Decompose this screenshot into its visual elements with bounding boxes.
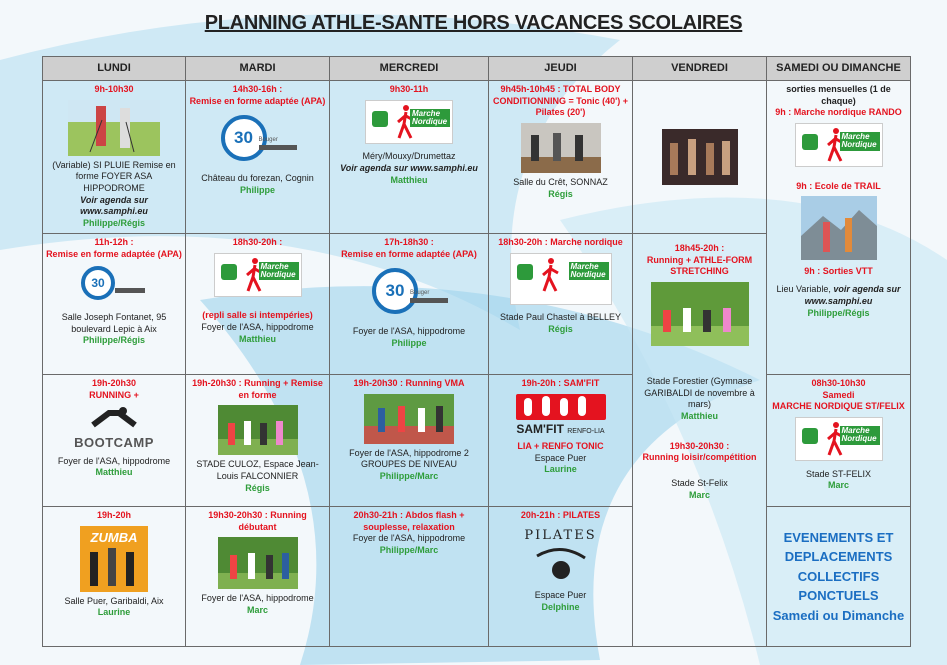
coach-name: Matthieu: [681, 410, 718, 421]
running-group-photo: [218, 405, 298, 455]
cell-wednesday-1: [330, 81, 489, 234]
slot-place: Foyer de l'ASA, hippodrome: [352, 325, 466, 336]
samfit-logo: SAM'FIT RENFO-LIA: [516, 394, 606, 438]
slot-activity: Remise en forme adaptée (APA): [46, 248, 182, 259]
slot-place: Foyer de l'ASA, hippodrome: [201, 321, 314, 332]
slot-place: Salle du Crêt, SONNAZ: [513, 177, 608, 188]
bootcamp-logo: BOOTCAMP: [69, 405, 159, 452]
slot-place: Salle Joseph Fontanet, 95 boulevard Lepic à Aix: [61, 311, 167, 334]
marche-nordique-logo: Marche Nordique: [795, 123, 883, 167]
coach-name: Philippe/Régis: [807, 307, 870, 318]
slot-place: Foyer de l'ASA, hippodrome 2 GROUPES DE NIVEAU: [349, 447, 469, 470]
slot-place: Château du forezan, Cognin: [201, 173, 314, 184]
slot-place: Stade Forestier (Gymnase GARIBALDI de novembre à mars): [644, 375, 755, 410]
slot-time: 19h-20h30 : Running VMA: [353, 377, 465, 388]
cell-wednesday-4: [330, 506, 489, 646]
cell-thursday-1: [489, 81, 633, 234]
header-wednesday: MERCREDI: [330, 57, 489, 81]
cell-wednesday-2: [330, 233, 489, 374]
zumba-logo: ZUMBA: [80, 526, 148, 592]
slot-note: (Variable) SI PLUIE Remise en forme FOYER ASA HIPPODROME: [52, 159, 176, 194]
cell-thursday-4: [489, 506, 633, 646]
coach-name: Laurine: [97, 607, 131, 618]
coach-name: Philippe/Marc: [379, 470, 439, 481]
header-thursday: JEUDI: [489, 57, 633, 81]
cell-friday-1: [633, 81, 767, 234]
slot-time: 19h30-20h30 :: [669, 440, 730, 451]
cell-tuesday-2: [186, 233, 330, 374]
planning-table: [42, 56, 911, 647]
weekend-intro: sorties mensuelles (1 de chaque): [786, 84, 891, 106]
header-friday: VENDREDI: [633, 57, 767, 81]
slot-place: Foyer de l'ASA, hippodrome: [352, 533, 466, 544]
slot-time: 20h-21h : PILATES: [520, 509, 601, 520]
coach-name: Matthieu: [239, 333, 276, 344]
slot-place: Foyer de l'ASA, hippodrome: [201, 593, 314, 604]
cell-tuesday-3: [186, 374, 330, 506]
dance-class-photo: [662, 129, 738, 185]
slot-place: Foyer de l'ASA, hippodrome: [57, 455, 171, 466]
slot-place: Stade ST-FELIX: [805, 468, 872, 479]
cell-weekend-1: [767, 81, 911, 375]
cell-tuesday-1: [186, 81, 330, 234]
slot-time: 20h30-21h : Abdos flash + souplesse, relaxation: [353, 509, 465, 532]
slot-time: 9h30-11h: [389, 84, 429, 94]
slot-row-4: [43, 506, 911, 646]
marche-nordique-logo: Marche Nordique: [510, 253, 612, 305]
slot-time: 18h30-20h :: [232, 236, 283, 247]
running-group-photo: [218, 537, 298, 589]
cell-monday-3: [43, 374, 186, 506]
slot-time: 19h-20h: [96, 509, 131, 520]
slot-activity: Running loisir/compétition: [642, 452, 757, 463]
coach-name: Marc: [827, 480, 849, 491]
marche-nordique-logo: Marche Nordique: [365, 100, 453, 144]
slot-time: 19h-20h30: [91, 377, 137, 388]
cell-wednesday-3: [330, 374, 489, 506]
nordic-walking-photo: [68, 100, 160, 156]
coach-name: Marc: [688, 489, 710, 500]
slot-time: 19h-20h : SAM'FIT: [521, 377, 600, 388]
slot-note: (repli salle si intempéries): [202, 310, 313, 321]
header-monday: LUNDI: [43, 57, 186, 81]
slot-place: STADE CULOZ, Espace Jean-Louis FALCONNIER: [196, 459, 319, 481]
marche-nordique-logo: Marche Nordique: [214, 253, 302, 297]
slot-place: Espace Puer: [534, 590, 587, 601]
cell-weekend-4: [767, 506, 911, 646]
coach-name: Matthieu: [95, 467, 133, 478]
slot-activity: Remise en forme adaptée (APA): [189, 95, 326, 106]
coach-name: Philippe/Régis: [82, 335, 145, 346]
slot-place: Stade Paul Chastel à BELLEY: [499, 312, 622, 323]
pilates-logo: PILATES: [521, 528, 601, 585]
slot-row-3: [43, 374, 911, 506]
track-running-photo: [364, 394, 454, 444]
gym-class-photo: [521, 123, 601, 173]
header-tuesday: MARDI: [186, 57, 330, 81]
coach-name: Régis: [245, 482, 270, 493]
slot-activity: Remise en forme adaptée (APA): [341, 248, 477, 259]
coach-name: Delphine: [541, 601, 580, 612]
agenda-link[interactable]: Voir agenda sur www.samphi.eu: [80, 194, 148, 217]
coach-name: Philippe/Marc: [379, 544, 439, 555]
slot-time: 18h30-20h : Marche nordique: [498, 236, 623, 247]
coach-name: Philippe/Régis: [82, 218, 145, 229]
page-title: PLANNING ATHLE-SANTE HORS VACANCES SCOLAIRES: [204, 12, 743, 34]
agenda-link[interactable]: Voir agenda sur www.samphi.eu: [340, 163, 478, 174]
marche-nordique-logo: Marche Nordique: [795, 417, 883, 461]
slot-activity: 9h : Marche nordique RANDO: [775, 107, 902, 118]
header-weekend: SAMEDI OU DIMANCHE: [767, 57, 911, 81]
slot-activity: Running + ATHLE-FORM STRETCHING: [646, 254, 753, 277]
agenda-link[interactable]: voir agenda sur www.samphi.eu: [804, 284, 901, 306]
slot-time: 9h45h-10h45 : TOTAL BODY CONDITIONNING = Tonic (40') + Pilates (20'): [493, 84, 628, 118]
cell-tuesday-4: [186, 506, 330, 646]
slot-row-1: [43, 81, 911, 234]
cell-monday-1: [43, 81, 186, 234]
slot-place: Méry/Mouxy/Drumettaz: [362, 151, 456, 162]
slot-time: 19h30-20h30 : Running débutant: [208, 509, 307, 532]
coach-name: Philippe: [391, 337, 427, 348]
header-row: [43, 57, 911, 81]
coach-name: Marc: [246, 604, 268, 615]
slot-day: Samedi: [822, 389, 855, 400]
events-text: EVENEMENTS ET DEPLACEMENTS COLLECTIFS PONCTUELS: [783, 529, 894, 604]
cell-weekend-3: [767, 374, 911, 506]
cell-monday-2: [43, 233, 186, 374]
coach-name: Laurine: [544, 464, 577, 475]
cell-friday-2: [633, 233, 767, 646]
slot-time: 17h-18h30 :: [384, 236, 434, 247]
slot-time: 11h-12h :: [94, 236, 134, 247]
slot-activity: LIA + RENFO TONIC: [517, 441, 604, 452]
slot-place: Salle Puer, Garibaldi, Aix: [64, 595, 164, 606]
slot-activity: RUNNING +: [89, 389, 139, 400]
slot-place: Espace Puer: [534, 452, 587, 463]
coach-name: Philippe: [239, 184, 275, 195]
cell-monday-4: [43, 506, 186, 646]
running-group-photo: [651, 282, 749, 346]
events-when: Samedi ou Dimanche: [772, 607, 905, 623]
trail-activity: 9h : Ecole de TRAIL: [796, 180, 881, 191]
trail-running-photo: [801, 196, 877, 260]
weekend-place: Lieu Variable, voir agenda sur www.samphi.eu: [776, 284, 901, 306]
cell-thursday-3: [489, 374, 633, 506]
coach-name: Régis: [548, 188, 573, 199]
slot-time: 9h-10h30: [94, 84, 134, 94]
slot-place: Stade St-Felix: [671, 478, 728, 488]
cell-thursday-2: [489, 233, 633, 374]
coach-name: Régis: [548, 323, 573, 334]
vtt-activity: 9h : Sorties VTT: [804, 266, 873, 277]
thirty-minutes-logo: 30: [79, 262, 149, 306]
thirty-minutes-logo: 30 Bouger: [215, 109, 301, 167]
slot-activity: MARCHE NORDIQUE ST/FELIX: [772, 401, 905, 412]
slot-time: 19h-20h30 : Running + Remise en forme: [192, 377, 323, 400]
slot-time: 14h30-16h :: [232, 84, 283, 94]
thirty-minutes-logo: 30 Bouger: [366, 262, 452, 320]
slot-time: 18h45-20h :: [674, 242, 725, 253]
coach-name: Matthieu: [390, 174, 428, 185]
slot-time: 08h30-10h30: [811, 377, 866, 388]
